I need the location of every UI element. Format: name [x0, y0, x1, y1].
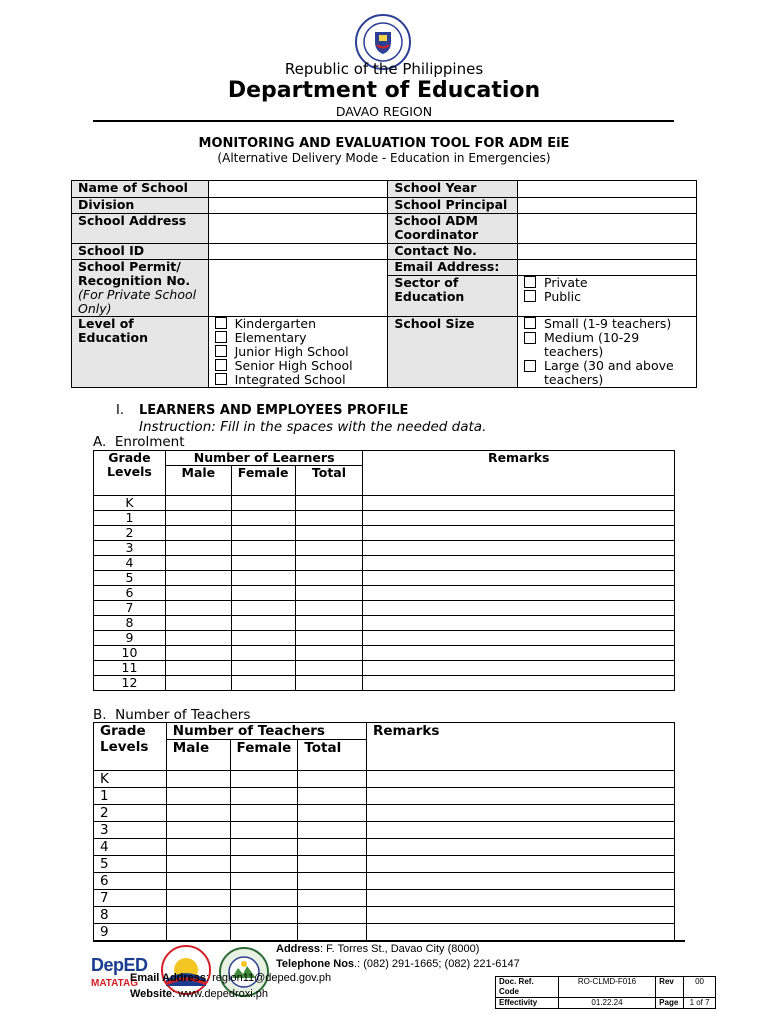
- enrolment-male-cell[interactable]: [165, 526, 231, 541]
- school-id-label: School ID: [72, 244, 209, 260]
- teachers-grade-cell: 6: [94, 873, 167, 890]
- footer-rule: [93, 940, 685, 942]
- table-row: [94, 586, 675, 601]
- checkbox-icon[interactable]: [215, 373, 227, 385]
- table-row: [94, 907, 675, 924]
- header-rule: [93, 120, 674, 122]
- sector-options: [518, 276, 697, 317]
- department-title: Department of Education: [227, 78, 541, 103]
- enrolment-total-cell[interactable]: [295, 541, 363, 556]
- teachers-table: [93, 722, 675, 941]
- checkbox-icon[interactable]: [215, 359, 227, 371]
- enrolment-male-cell[interactable]: [165, 616, 231, 631]
- enrolment-remarks-cell[interactable]: [363, 586, 675, 601]
- name-of-school-label: Name of School: [72, 181, 209, 198]
- teachers-male-cell[interactable]: [166, 924, 230, 941]
- enrolment-total-cell[interactable]: [295, 511, 363, 526]
- size-option-small[interactable]: Small (1-9 teachers): [524, 317, 690, 331]
- doc-control-table: [495, 976, 716, 1009]
- enrolment-female-cell[interactable]: [231, 586, 295, 601]
- table-row: [94, 788, 675, 805]
- teachers-remarks-cell[interactable]: [366, 890, 674, 907]
- tool-title: MONITORING AND EVALUATION TOOL FOR ADM EiE: [198, 136, 570, 151]
- table-row: [94, 805, 675, 822]
- school-permit-note: (For Private School Only): [78, 287, 197, 316]
- enrolment-remarks-cell[interactable]: [363, 631, 675, 646]
- size-option-medium[interactable]: Medium (10-29 teachers): [524, 331, 690, 359]
- email-address-label: Email Address:: [388, 260, 518, 276]
- enrolment-remarks-cell[interactable]: [363, 496, 675, 511]
- teachers-total-cell[interactable]: [298, 805, 367, 822]
- enrolment-female-cell[interactable]: [231, 556, 295, 571]
- teachers-male-header: Male: [166, 740, 230, 771]
- sector-option-private[interactable]: Private: [524, 276, 690, 290]
- enrolment-female-cell[interactable]: [231, 631, 295, 646]
- teachers-male-cell[interactable]: [166, 822, 230, 839]
- enrolment-female-cell[interactable]: [231, 541, 295, 556]
- teachers-remarks-cell[interactable]: [366, 822, 674, 839]
- enrolment-total-cell[interactable]: [295, 631, 363, 646]
- footer-address: Address: F. Torres St., Davao City (8000): [276, 943, 480, 955]
- enrolment-grade-cell: 8: [94, 616, 166, 631]
- enrolment-total-cell[interactable]: [295, 601, 363, 616]
- enrolment-female-cell[interactable]: [231, 601, 295, 616]
- teachers-female-cell[interactable]: [230, 873, 298, 890]
- enrolment-grade-cell: 5: [94, 571, 166, 586]
- teachers-remarks-cell[interactable]: [366, 839, 674, 856]
- teachers-remarks-cell[interactable]: [366, 856, 674, 873]
- enrolment-total-cell[interactable]: [295, 556, 363, 571]
- teachers-total-cell[interactable]: [298, 822, 367, 839]
- school-principal-label: School Principal: [388, 198, 518, 214]
- enrolment-remarks-cell[interactable]: [363, 661, 675, 676]
- name-of-school-field[interactable]: [208, 181, 388, 198]
- enrolment-remarks-cell[interactable]: [363, 541, 675, 556]
- table-row: [94, 661, 675, 676]
- level-options: [208, 317, 388, 388]
- enrolment-total-cell[interactable]: [295, 676, 363, 691]
- teachers-male-cell[interactable]: [166, 788, 230, 805]
- doc-ref-code-value: RO-CLMD-F016: [558, 977, 655, 998]
- teachers-total-cell[interactable]: [298, 771, 367, 788]
- size-option-large[interactable]: Large (30 and above teachers): [524, 359, 690, 387]
- checkbox-icon[interactable]: [524, 360, 536, 372]
- teachers-male-cell[interactable]: [166, 839, 230, 856]
- table-row: [94, 839, 675, 856]
- teachers-remarks-cell[interactable]: [366, 805, 674, 822]
- number-of-learners-header: Number of Learners: [165, 451, 362, 466]
- school-info-table: [71, 180, 697, 388]
- checkbox-icon[interactable]: [524, 276, 536, 288]
- level-option-integrated[interactable]: Integrated School: [215, 373, 382, 387]
- enrolment-grade-cell: 12: [94, 676, 166, 691]
- enrolment-remarks-cell[interactable]: [363, 556, 675, 571]
- table-row: [94, 556, 675, 571]
- effectivity-value: 01.22.24: [558, 998, 655, 1009]
- section-instruction: Instruction: Fill in the spaces with the needed data.: [139, 419, 487, 435]
- level-of-education-label: Level of Education: [72, 317, 209, 388]
- table-row: [94, 646, 675, 661]
- contact-no-label: Contact No.: [388, 244, 518, 260]
- page-label: Page: [656, 998, 684, 1009]
- table-row: [94, 571, 675, 586]
- enrolment-remarks-cell[interactable]: [363, 676, 675, 691]
- table-row: [94, 924, 675, 941]
- enrolment-female-cell[interactable]: [231, 676, 295, 691]
- teachers-total-cell[interactable]: [298, 873, 367, 890]
- enrolment-male-cell[interactable]: [165, 556, 231, 571]
- grade-levels-header: Grade Levels: [94, 451, 166, 496]
- enrolment-grade-cell: 9: [94, 631, 166, 646]
- table-row: [94, 616, 675, 631]
- enrolment-total-cell[interactable]: [295, 646, 363, 661]
- teachers-grade-cell: 8: [94, 907, 167, 924]
- enrolment-grade-cell: 1: [94, 511, 166, 526]
- rev-label: Rev: [656, 977, 684, 998]
- division-label: Division: [72, 198, 209, 214]
- teachers-grade-cell: 1: [94, 788, 167, 805]
- republic-text: Republic of the Philippines: [284, 60, 484, 78]
- male-header: Male: [165, 466, 231, 496]
- contact-no-field[interactable]: [518, 244, 697, 260]
- teachers-total-cell[interactable]: [298, 788, 367, 805]
- school-principal-field[interactable]: [518, 198, 697, 214]
- level-option-elementary[interactable]: Elementary: [215, 331, 382, 345]
- teachers-male-cell[interactable]: [166, 771, 230, 788]
- enrolment-grade-cell: 2: [94, 526, 166, 541]
- teachers-remarks-cell[interactable]: [366, 924, 674, 941]
- enrolment-grade-cell: K: [94, 496, 166, 511]
- level-option-junior-high[interactable]: Junior High School: [215, 345, 382, 359]
- enrolment-remarks-cell[interactable]: [363, 511, 675, 526]
- teachers-male-cell[interactable]: [166, 907, 230, 924]
- level-option-senior-high[interactable]: Senior High School: [215, 359, 382, 373]
- teachers-female-cell[interactable]: [230, 822, 298, 839]
- section-numeral: I.: [116, 403, 124, 418]
- teachers-grade-cell: 7: [94, 890, 167, 907]
- checkbox-icon[interactable]: [215, 331, 227, 343]
- enrolment-female-cell[interactable]: [231, 496, 295, 511]
- teachers-rows: [94, 771, 675, 941]
- footer-website: Website: www.depedroxi.ph: [130, 988, 268, 1000]
- checkbox-icon[interactable]: [524, 317, 536, 329]
- teachers-remarks-cell[interactable]: [366, 788, 674, 805]
- teachers-grade-cell: 3: [94, 822, 167, 839]
- enrolment-remarks-cell[interactable]: [363, 571, 675, 586]
- enrolment-total-cell[interactable]: [295, 571, 363, 586]
- enrolment-male-cell[interactable]: [165, 586, 231, 601]
- teachers-female-cell[interactable]: [230, 788, 298, 805]
- checkbox-icon[interactable]: [215, 317, 227, 329]
- table-row: [94, 601, 675, 616]
- school-adm-coordinator-label: School ADM Coordinator: [388, 214, 518, 244]
- sector-of-education-label: Sector of Education: [388, 276, 518, 317]
- rev-value: 00: [684, 977, 716, 998]
- enrolment-male-cell[interactable]: [165, 541, 231, 556]
- school-permit-label: [72, 260, 209, 317]
- table-row: [94, 873, 675, 890]
- teachers-remarks-header: Remarks: [366, 723, 674, 771]
- enrolment-female-cell[interactable]: [231, 661, 295, 676]
- school-year-field[interactable]: [518, 181, 697, 198]
- school-size-label: School Size: [388, 317, 518, 388]
- tool-subtitle: (Alternative Delivery Mode - Education in Emergencies): [217, 151, 551, 165]
- table-row: [94, 496, 675, 511]
- enrolment-remarks-cell[interactable]: [363, 601, 675, 616]
- division-field[interactable]: [208, 198, 388, 214]
- teachers-female-cell[interactable]: [230, 771, 298, 788]
- enrolment-grade-cell: 3: [94, 541, 166, 556]
- teachers-label: B. Number of Teachers: [93, 707, 251, 723]
- doc-ref-code-label: Doc. Ref. Code: [496, 977, 559, 998]
- sector-option-public[interactable]: Public: [524, 290, 690, 304]
- enrolment-label: A. Enrolment: [93, 434, 185, 450]
- teachers-grade-cell: 4: [94, 839, 167, 856]
- teachers-female-cell[interactable]: [230, 907, 298, 924]
- remarks-header: Remarks: [363, 451, 675, 496]
- enrolment-remarks-cell[interactable]: [363, 526, 675, 541]
- total-header: Total: [295, 466, 363, 496]
- teachers-female-cell[interactable]: [230, 805, 298, 822]
- enrolment-total-cell[interactable]: [295, 526, 363, 541]
- enrolment-remarks-cell[interactable]: [363, 646, 675, 661]
- teachers-grade-cell: 5: [94, 856, 167, 873]
- teachers-female-cell[interactable]: [230, 839, 298, 856]
- school-id-field[interactable]: [208, 244, 388, 260]
- enrolment-male-cell[interactable]: [165, 601, 231, 616]
- teachers-male-cell[interactable]: [166, 856, 230, 873]
- school-permit-text: School Permit/ Recognition No.: [78, 259, 191, 288]
- enrolment-female-cell[interactable]: [231, 646, 295, 661]
- table-row: [94, 822, 675, 839]
- enrolment-female-cell[interactable]: [231, 511, 295, 526]
- teachers-total-cell[interactable]: [298, 924, 367, 941]
- teachers-female-cell[interactable]: [230, 856, 298, 873]
- enrolment-remarks-cell[interactable]: [363, 616, 675, 631]
- enrolment-total-cell[interactable]: [295, 586, 363, 601]
- school-address-field[interactable]: [208, 214, 388, 244]
- enrolment-grade-cell: 11: [94, 661, 166, 676]
- table-row: [94, 771, 675, 788]
- teachers-grade-cell: K: [94, 771, 167, 788]
- teachers-grade-cell: 9: [94, 924, 167, 941]
- checkbox-icon[interactable]: [215, 345, 227, 357]
- teachers-remarks-cell[interactable]: [366, 907, 674, 924]
- enrolment-female-cell[interactable]: [231, 526, 295, 541]
- enrolment-male-cell[interactable]: [165, 646, 231, 661]
- teachers-total-cell[interactable]: [298, 907, 367, 924]
- teachers-total-cell[interactable]: [298, 856, 367, 873]
- enrolment-total-cell[interactable]: [295, 661, 363, 676]
- teachers-female-header: Female: [230, 740, 298, 771]
- effectivity-label: Effectivity: [496, 998, 559, 1009]
- school-adm-coordinator-field[interactable]: [518, 214, 697, 244]
- section-title: LEARNERS AND EMPLOYEES PROFILE: [139, 403, 409, 418]
- enrolment-total-cell[interactable]: [295, 616, 363, 631]
- enrolment-grade-cell: 7: [94, 601, 166, 616]
- table-row: [94, 526, 675, 541]
- teachers-male-cell[interactable]: [166, 873, 230, 890]
- school-address-label: School Address: [72, 214, 209, 244]
- teachers-female-cell[interactable]: [230, 890, 298, 907]
- enrolment-table: [93, 450, 675, 691]
- enrolment-male-cell[interactable]: [165, 511, 231, 526]
- checkbox-icon[interactable]: [524, 332, 536, 344]
- school-year-label: School Year: [388, 181, 518, 198]
- level-option-kindergarten[interactable]: Kindergarten: [215, 317, 382, 331]
- enrolment-female-cell[interactable]: [231, 616, 295, 631]
- matatag-logo: MATATAG: [91, 978, 139, 989]
- footer-telephone: Telephone Nos.: (082) 291-1665; (082) 221-6147: [276, 958, 520, 970]
- enrolment-grade-cell: 6: [94, 586, 166, 601]
- enrolment-male-cell[interactable]: [165, 496, 231, 511]
- number-of-teachers-header: Number of Teachers: [166, 723, 366, 740]
- teachers-remarks-cell[interactable]: [366, 873, 674, 890]
- teachers-remarks-cell[interactable]: [366, 771, 674, 788]
- enrolment-rows: [94, 496, 675, 691]
- teachers-total-header: Total: [298, 740, 367, 771]
- female-header: Female: [231, 466, 295, 496]
- deped-logo-text: DepED: [91, 955, 148, 975]
- table-row: [94, 856, 675, 873]
- table-row: [94, 541, 675, 556]
- enrolment-male-cell[interactable]: [165, 661, 231, 676]
- teachers-male-cell[interactable]: [166, 890, 230, 907]
- teachers-total-cell[interactable]: [298, 890, 367, 907]
- teachers-grade-levels-header: Grade Levels: [94, 723, 167, 771]
- size-options: [518, 317, 697, 388]
- region-text: DAVAO REGION: [335, 104, 433, 119]
- email-address-field[interactable]: [518, 260, 697, 276]
- checkbox-icon[interactable]: [524, 290, 536, 302]
- enrolment-male-cell[interactable]: [165, 631, 231, 646]
- enrolment-total-cell[interactable]: [295, 496, 363, 511]
- table-row: [94, 511, 675, 526]
- table-row: [94, 890, 675, 907]
- footer-email: Email Address: region11@deped.gov.ph: [130, 972, 332, 984]
- enrolment-male-cell[interactable]: [165, 676, 231, 691]
- enrolment-grade-cell: 10: [94, 646, 166, 661]
- enrolment-male-cell[interactable]: [165, 571, 231, 586]
- enrolment-grade-cell: 4: [94, 556, 166, 571]
- teachers-female-cell[interactable]: [230, 924, 298, 941]
- teachers-total-cell[interactable]: [298, 839, 367, 856]
- school-permit-field[interactable]: [208, 260, 388, 317]
- teachers-grade-cell: 2: [94, 805, 167, 822]
- teachers-male-cell[interactable]: [166, 805, 230, 822]
- enrolment-female-cell[interactable]: [231, 571, 295, 586]
- page-value: 1 of 7: [684, 998, 716, 1009]
- table-row: [94, 631, 675, 646]
- table-row: [94, 676, 675, 691]
